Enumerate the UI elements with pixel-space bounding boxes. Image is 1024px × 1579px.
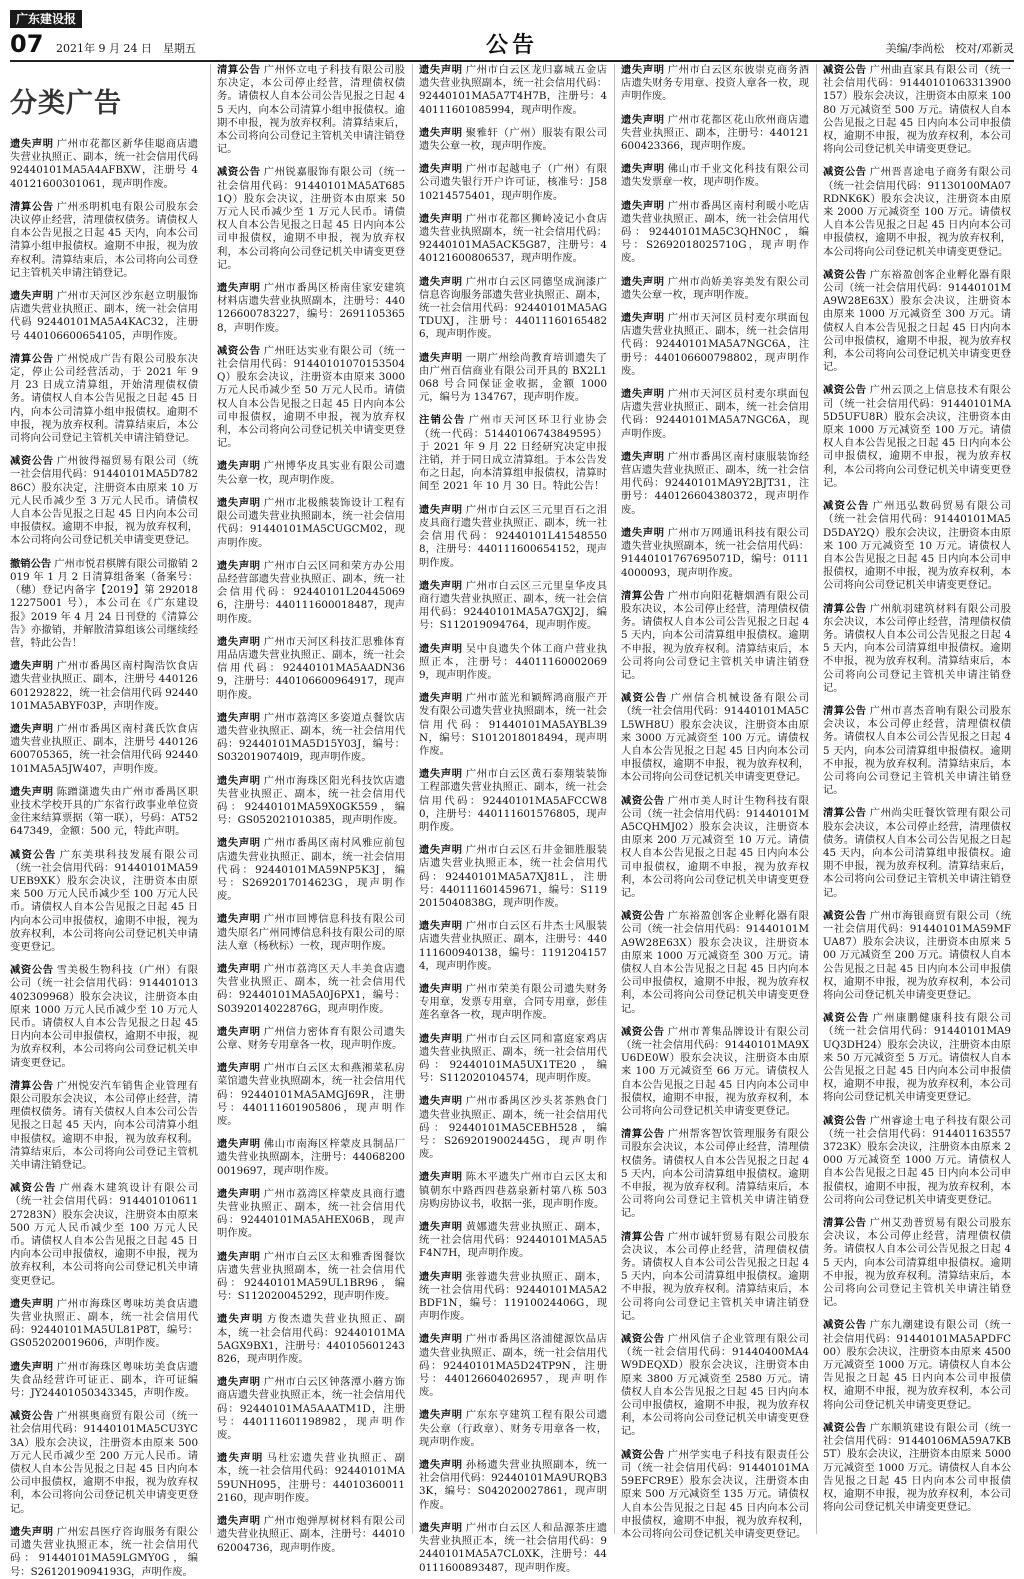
notice-item: [419, 1409, 607, 1449]
notice-text: 广东美琪科技发展有限公司（统一社会信用代码：91440101MA59UEB9XK）股东会决议，注册资本由原来 500 万元人民币减少至 100 万元人民币。请债权人自本公告见报之日起 45 日内向本公司申报债权，逾期不申报，视为放弃权利，本公司将向公司登记机关申请变更登记。: [10, 848, 199, 953]
notice-type: 清算公告: [823, 704, 867, 717]
notice-type: 遗失声明: [217, 1187, 261, 1200]
notice-text: 广州市番禺区洛浦健源饮品店遗失营业执照正、副本，统一社会信用代码：92440101MA5D24TP9N，注册号：440126604026957，现声明作废。: [419, 1333, 608, 1399]
notice-text: 一期广州绘尚教育培训遗失了由广州百信商业有限公司开具的 BX2L1068 号合同保证金收据，金额 1000 元，编号为 134767，现声明作废。: [419, 351, 608, 404]
notice-type: 遗失声明: [419, 1459, 463, 1472]
notice-text: 广东裕盈创客企业孵化器有限公司（统一社会信用代码：91440101MA9W28E63X）股东会决议，注册资本由原来 1000 万元减资至 300 万元。请债权人自本公告见报之日起 45 日内向本公司申报债权，逾期不申报，视为放弃权利，本公司将向公司登记机关申请变更登记。: [621, 910, 810, 1015]
notice-text: 广州市天河区员村麦尔琪面包店遗失营业执照正、副本，统一社会信用代码：92440101MA5A7NGC6A，注册号：440106600798802，现声明作废。: [621, 312, 810, 377]
notice-text: 广州市花都区新华佳聪商店遗失营业执照正、副本，统一社会信用代码 92440101MA5A4AFBXW，注册号 440121600301061，现声明作废。: [10, 138, 199, 190]
notice-text: 广州市万网通讯科技有限公司遗失营业执照副本，统一社会信用代码：9144010176769507​1D，编号：01114000093，现声明作废。: [621, 526, 810, 579]
notice-type: 清算公告: [621, 589, 665, 602]
notice-item: [419, 1171, 607, 1211]
notice-item: [217, 712, 405, 765]
notice-type: 遗失声明: [419, 1171, 463, 1184]
notice-type: 遗失声明: [10, 290, 54, 303]
notice-type: 遗失声明: [419, 503, 463, 516]
notice-item: [621, 910, 809, 1016]
notice-item: [10, 201, 198, 280]
notice-item: [419, 692, 607, 758]
notice-item: [10, 849, 198, 955]
notice-item: [217, 837, 405, 903]
notice-type: 清算公告: [823, 602, 867, 615]
notice-text: 陈木平遗失广州市白云区太和镇朝东中路西四巷荔泉新村第八栋 503 房购房协议书，收据一张，现声明作废。: [419, 1171, 608, 1210]
notice-text: 广东九潮建设有限公司（统一社会信用代码：91440101MA5APDFC00）股东会决议，注册资本由原来 4500 万元减资至 1000 万元。请债权人自本公告见报之日起 45 日内向本公司申报债权，逾期不申报，视为放弃权利，本公司将向公司登记机关申请变更登记。: [823, 1319, 1012, 1411]
notice-text: 陈蹭潇遗失由广州市番禺区职业技术学校开具的广东省行政事业单位资金往来结算票据（第一联），号码：AT52647349，金额：500 元，特此声明。: [10, 785, 199, 838]
notice-item: [823, 1422, 1011, 1514]
notice-type: 遗失声明: [217, 837, 261, 850]
notice-text: 广州旺达实业有限公司（统一社会信用代码：91440101070153504Q）股东会决议，注册资本由原来 3000 万元人民币减少至 50 万元人民币。请债权人自本公告见报之日起 45 日内向本公司申报债权，逾期不申报，视为放弃权利，本公司将向公司登记机关申请变更登记。: [217, 344, 406, 450]
editors-credit: 美编/李尚松 校对/邓新灵: [885, 42, 1014, 55]
notice-item: [217, 1026, 405, 1052]
notice-text: 广州市白云区东彼崇克商务酒店遗失财务专用章、投资人章各一枚，现声明作废。: [621, 64, 810, 103]
notice-type: 清算公告: [823, 1217, 867, 1230]
notice-item: [10, 1182, 198, 1288]
notice-text: 雪美极生物科技（广州）有限公司（统一社会信用代码：914401013402309968）股东会决议，注册资本由原来 1000 万元人民币减少至 10 万元人民币。请债权人自本公告见报之日起 45 日内向本公司申报债权，逾期不申报，视为放弃权利，本公司将向公司登记机关申请变更登记。: [10, 964, 199, 1069]
notice-text: 佛山市千业文化科技有限公司遗失发票章一枚，现声明作废。: [621, 163, 810, 189]
notice-item: [10, 558, 198, 650]
notice-text: 广州市海珠区阳光科技饮店遗失营业执照正、副本，统一社会信用代码：92440101MA59X0GK559，编号：GS052021010385，现声明作废。: [217, 774, 406, 827]
notice-item: [217, 1062, 405, 1128]
notice-item: [621, 795, 809, 901]
notice-type: 遗失声明: [10, 1297, 54, 1310]
notice-text: 广州市北极熊装饰设计工程有限公司遗失营业执照副本，统一社会信用代码：91440101MA5CUGCM02，现声明作废。: [217, 496, 406, 549]
notice-text: 广州市荔湾区梓蒙皮具商行遗失营业执照正、副本，统一社会信用代码：92440101MA5AHEX06B，现声明作废。: [217, 1187, 406, 1240]
notice-type: 遗失声明: [419, 275, 463, 288]
notice-item: [10, 723, 198, 776]
notice-text: 广州市喜杰音响有限公司股东会决议，本公司停止经营，清理债权债务。请债权人自本公司公告见报之日起 45 天内，向本公司清算组申报债权。逾期不申报，视为放弃权利。清算结束后，本公司将向公司登记主管机关申请注销登记。: [823, 704, 1012, 797]
notice-item: [419, 844, 607, 910]
notice-item: [621, 451, 809, 517]
notice-item: [621, 1026, 809, 1118]
notice-type: 清算公告: [621, 1230, 665, 1243]
notice-item: [419, 276, 607, 342]
notice-item: [419, 768, 607, 834]
notice-text: 孙杨遗失营业执照副本，统一社会信用代码：92440101MA9URQB33K，编号：S042020027861，现声明作废。: [419, 1459, 608, 1511]
notice-item: [621, 64, 809, 104]
notice-item: [10, 1410, 198, 1516]
notice-item: [10, 455, 198, 547]
notice-text: 广州市番禺区南村陶浩饮食店遗失营业执照正、副本，注册号 440126601292822，统一社会信用代码 92440101MA5ABYF03P，声明作废。: [10, 660, 199, 712]
notice-item: [217, 1376, 405, 1442]
notice-type: 减资公告: [823, 384, 867, 397]
paper-name: 广东建设报: [10, 10, 82, 28]
notice-item: [419, 580, 607, 633]
notice-text: 广州市白云区黄石泰翔装装饰工程部遗失营业执照正、副本，统一社会信用代码：92440101MA5AFCCW80，注册号：440111601576805，现声明作废。: [419, 768, 608, 833]
notice-item: [621, 163, 809, 189]
notice-item: [823, 64, 1011, 156]
notice-item: [419, 1033, 607, 1086]
notice-text: 广州市白云区龙归嘉城五金店遗失营业执照副本，统一社会信用代码：92440101MA5A7T4H7B，注册号：440111601085994，现声明作废。: [419, 64, 608, 116]
notice-item: [419, 1221, 607, 1261]
notice-item: [419, 504, 607, 570]
notice-type: 减资公告: [10, 455, 54, 468]
notice-text: 广州信合机械设备有限公司（统一社会信用代码：91440101MA5CL5WH8U）股东会决议，注册资本由原来 3000 万元减资至 100 万元。请债权人自本公告见报之日起 45 日内向本公司申报债权，逾期不申报，视为放弃权利，本公司将向公司登记机关申请变更登记。: [621, 692, 810, 784]
notice-item: [217, 775, 405, 828]
notice-item: [419, 414, 607, 493]
notice-type: 遗失声明: [621, 113, 665, 126]
classified-ads-content: [10, 64, 1014, 1578]
notice-type: 遗失声明: [217, 913, 261, 926]
notice-item: [217, 497, 405, 550]
notice-text: 广州市白云区同和荣方办公用品经营部遗失营业执照正、副本，统一社会信用代码：92440101L204450696，注册号：440111600018487，现声明作废。: [217, 559, 406, 625]
notice-text: 广州市花都区狮岭凌记小食店遗失营业执照副本，统一社会信用代码：92440101MA5ACK5G87，注册号：440121600806537，现声明作废。: [419, 212, 608, 265]
notice-type: 减资公告: [10, 964, 54, 977]
notice-item: [217, 282, 405, 335]
notice-text: 广州博华皮具实业有限公司遗失公章一枚，现声明作废。: [217, 460, 406, 486]
notice-type: 遗失声明: [419, 1409, 463, 1422]
notice-text: 马杜宏遗失营业执照正、副本，统一社会信用代码：92440101MA59UNH095，注册号：440103600112160，现声明作废。: [217, 1452, 406, 1504]
notice-type: 遗失声明: [217, 635, 261, 648]
notice-item: [10, 660, 198, 713]
notice-type: 遗失声明: [621, 64, 665, 76]
notice-text: 广州尚尖旺餐饮管理有限公司股东会决议，本公司停止经营，清理债权债务。请债权人自本公司公告见报之日起 45 天内，向本公司清算组申报债权。逾期不申报，视为放弃权利。清算结束后，本公司将向公司登记主管机关申请注销登记。: [823, 807, 1012, 899]
notice-text: 广州市天河区环卫行业协会（统一代码：51440106743849595）于 2021 年 9 月 22 日经研究决定申报注销，并于同日成立清算组。于本公告发布之日起，向本清算组申报债权，清算时间至 2021 年 10 月 30 日。特此公告！: [419, 414, 608, 493]
notice-text: 广州市海珠区粤味坊美食店遗失食品经营许可证正、副本，许可证编号：JY24401050343345，声明作废。: [10, 1360, 199, 1400]
notice-type: 遗失声明: [217, 1138, 261, 1151]
notice-item: [10, 1526, 198, 1579]
notice-text: 广州市白云区三元里皇华皮具商行遗失营业执照正、副本，统一社会信用代码：92440101MA5A7GXJ2J，编号：S112019094764，现声明作废。: [419, 579, 608, 632]
notice-type: 遗失声明: [621, 450, 665, 463]
notice-type: 遗失声明: [419, 982, 463, 995]
notice-type: 清算公告: [621, 1128, 665, 1141]
notice-item: [217, 963, 405, 1016]
notice-text: 广州市炮弹厚树材料有限公司遗失营业执照正、副本，注册号：440106200473​6，现声明作废。: [217, 1515, 406, 1554]
notice-text: 佛山市南海区梓蒙皮具制品厂遗失营业执照副本，注册号：440682000019697，现声明作废。: [217, 1138, 406, 1177]
notice-type: 遗失声明: [419, 579, 463, 592]
notice-text: 广州风信子企业管理有限公司（统一社会信用代码：91440400MA4W9DEQXD）股东会决议，注册资本由原来 3800 万元减资至 2580 万元。请债权人自本公告见报之日起 45 日内向本公司申报债权，逾期不申报，视为放弃权利，本公司将向公司登记机关申请变更登记。: [621, 1333, 810, 1438]
notice-text: 广东裕盈创客企业孵化器有限公司（统一社会信用代码：91440101MA9W28E63X）股东会决议，注册资本由原来 1000 万元减资至 300 万元。请债权人自本公告见报之日起 45 日内向本公司申报债权，逾期不申报，视为放弃权利，本公司将向公司登记机关申请变更登记。: [823, 268, 1012, 374]
notice-type: 减资公告: [621, 1448, 665, 1461]
notice-item: [621, 692, 809, 784]
notice-type: 遗失声明: [419, 1032, 463, 1045]
notice-type: 减资公告: [823, 500, 870, 513]
notice-type: 遗失声明: [419, 1095, 463, 1108]
notice-type: 减资公告: [621, 692, 668, 705]
notice-item: [10, 964, 198, 1070]
notice-text: 吴中良遗失个体工商户营业执照正本，注册号：440111600020699，现声明作废。: [419, 642, 608, 681]
notice-item: [419, 1271, 607, 1324]
notice-type: 遗失声明: [217, 774, 261, 787]
notice-type: 清算公告: [217, 64, 261, 76]
notice-item: [823, 1319, 1011, 1411]
notice-item: [419, 213, 607, 266]
notice-item: [419, 1333, 607, 1399]
notice-text: 广州市海珠区粤味坊美食店遗失营业执照正、副本，统一社会信用代码：92440101MA5UL81P8T，编号：GS052020019606，声明作废。: [10, 1297, 199, 1350]
notice-type: 遗失声明: [419, 768, 463, 781]
notice-item: [217, 345, 405, 451]
notice-type: 遗失声明: [621, 163, 665, 176]
notice-text: 广州市白云区石井金钿胜服装店遗失营业执照正本，统一社会信用代码：92440101MA5A7XJ81L，注册号：440111601459671，编号：S1192015040838G，现声明作废。: [419, 844, 608, 909]
notice-item: [419, 643, 607, 683]
notice-item: [419, 1095, 607, 1161]
notice-type: 减资公告: [823, 1012, 870, 1025]
notice-type: 遗失声明: [217, 1515, 261, 1528]
notice-type: 遗失声明: [621, 388, 665, 401]
notice-type: 撤销公告: [10, 557, 52, 570]
notice-type: 遗失声明: [419, 212, 463, 225]
notice-item: [419, 920, 607, 973]
notice-item: [621, 1128, 809, 1220]
notice-item: [217, 1452, 405, 1505]
ad-column-1: [10, 64, 204, 1578]
notice-type: 遗失声明: [217, 1025, 261, 1038]
notice-text: 广州彼得福贸易有限公司（统一社会信用代码：91440101MA5D78286C）股东决定，注册资本由原来 10 万元人民币减少至 3 万元人民币。请债权人自本公告见报之日起 45 日内向本公司申报债权。逾期不申报，视为放弃权利，本公司将向公司登记机关申请变更登记。: [10, 455, 199, 547]
notice-item: [823, 910, 1011, 1002]
notice-text: 广州康鹏健康科技有限公司（统一社会信用代码：91440101MA9UQ3DH24）股东会决议，注册资本由原来 50 万元减资至 5 万元。请债权人自本公告见报之日起 45 日内向本公司申报债权，逾期不申报，视为放弃权利，本公司将向公司登记机关申请变更登记。: [823, 1012, 1012, 1104]
notice-text: 张蓉遗失营业执照正、副本，统一社会信用代码：92440101MA5A2BDF1N，编号：11910024406G，现声明作废。: [419, 1270, 608, 1323]
notice-text: 广州云顶之上信息技术有限公司（统一社会信用代码：91440101MA5D5UFU8R）股东会决议，注册资本由原来 1000 万元减资至 100 万元。请债权人自本公告见报之日起 45 日内向本公司申报债权，逾期不申报，视为放弃权利，本公司将向公司登记机关申请变更登记。: [823, 384, 1012, 489]
notice-type: 遗失声明: [621, 312, 665, 325]
notice-item: [217, 64, 405, 156]
notice-type: 遗失声明: [217, 711, 261, 724]
notice-text: 广州艾劲普贸易有限公司股东会决议，本公司停止经营，清理债权债务。请债权人自本公司公告见报之日起 45 天内，向本公司清算组申报债权。逾期不申报，视为放弃权利。清算结束后，本公司将向公司登记主管机关申请注销登记。: [823, 1217, 1012, 1309]
notice-type: 减资公告: [10, 1182, 57, 1195]
notice-text: 广州市白云区人和品源茶庄遗失营业执照正本，统一社会信用代码：92440101MA5A7CL0XK，注册号：440111600893487，现声明作废。: [419, 1521, 608, 1574]
notice-type: 清算公告: [823, 807, 867, 820]
notice-type: 减资公告: [823, 1114, 867, 1127]
notice-text: 广州航羽建筑材料有限公司股东会决议，本公司停止经营，清理债权债务。请债权人自本公司公告见报之日起 45 天内，向本公司清算组申报债权。逾期不申报，视为放弃权利。清算结束后，本公司将向公司登记主管机关申请注销登记。: [823, 602, 1012, 694]
notice-text: 广东东亨建筑工程有限公司遗失公章（行政章）、财务专用章各一枚，现声明作废。: [419, 1409, 608, 1448]
notice-text: 广州市诚轩贸易有限公司股东会决议，本公司停止经营，清理债权债务。请债权人自本公司公告见报之日起 45 天内，向本公司清算组申报债权。逾期不申报，视为放弃权利。清算结束后，本公司将向公司登记主管机关申请注销登记。: [621, 1230, 810, 1322]
notice-item: [217, 1313, 405, 1366]
ad-column-5: [816, 64, 1011, 1534]
notice-item: [823, 807, 1011, 899]
notice-item: [419, 1459, 607, 1512]
notice-type: 减资公告: [217, 166, 261, 179]
notice-item: [621, 1449, 809, 1541]
notice-item: [823, 269, 1011, 375]
notice-text: 广州学实电子科技有限责任公司（统一社会信用代码：91440101MA59EFCR9E）股东会决议，注册资本由原来 500 万元减资至 135 万元。请债权人自本公告见报之日起 45 日内向本公司申报债权，逾期不申报，视为放弃权利，本公司将向公司登记机关申请变更登记。: [621, 1448, 810, 1540]
notice-text: 广州祺奥商贸有限公司（统一社会信用代码：91440101MA5CU3YC3A）股东会决议，注册资本由原来 500 万元人民币减少至 200 万元人民币。请债权人自本公告见报之日起 45 日内向本公司申报债权，逾期不申报，视为放弃权利，本公司将向公司登记机关申请变更登记。: [10, 1410, 199, 1515]
notice-text: 广州悦成广告有限公司股东决定，停止公司经营活动，于 2021 年 9 月 23 日成立清算组，开始清理债权债务。请债权人自本公告见报之日起 45 日内，向本公司清算小组申报债权。逾期不申报，视为放弃权利。清算结束后，本公司将向公司登记主管机关申请注销登记。: [10, 352, 199, 445]
notice-type: 减资公告: [621, 1025, 665, 1038]
notice-type: 减资公告: [823, 64, 867, 76]
notice-text: 广州怀立电子科技有限公司股东决定，本公司停止经营，清理债权债务。请债权人自本公司公告见报之日起 45 天内，向本公司清算小组申报债权。逾期不申报，视为放弃权利。清算结束后，本公司将向公司登记主管机关申请注销登记。: [217, 64, 406, 156]
ad-column-2: [210, 64, 406, 1554]
notice-text: 广州市白云区同德坚成涧漆广信息咨询服务部遗失营业执照正、副本，统一社会信用代码：92440101MA5AGTDUXJ，注册号：440111601654826，现声明作废。: [419, 275, 608, 341]
ad-column-3: [412, 64, 608, 1574]
notice-text: 聚雅轩（广州）服装有限公司遗失公章一枚，现声明作废。: [419, 126, 608, 153]
notice-type: 遗失声明: [419, 692, 463, 705]
notice-type: 遗失声明: [217, 1452, 264, 1465]
notice-text: 广州森木建筑设计有限公司（统一社会信用代码：91440101061127283N）股东会决议，注册资本由原来 500 万元人民币减少至 100 万元人民币。请债权人自本公告见报之日起 45 日内向本公司申报债权，逾期不申报，视为放弃权利，本公司将向公司登记机关申请变更登记。: [10, 1182, 199, 1287]
notice-text: 广州市番禺区南村风雅应前包店遗失营业执照正、副本，统一社会信用代码：92440101MA59NP5K3J，编号：S2692017014623G，现声明作废。: [217, 837, 406, 903]
notice-type: 遗失声明: [419, 920, 463, 933]
notice-text: 广州市番禺区南村利暖小吃店遗失营业执照正、副本，统一社会信用代码：92440101MA5C3QHN0C，编号：S2692018025710G，现声明作废。: [621, 199, 810, 265]
notice-type: 遗失声明: [419, 64, 463, 76]
notice-type: 遗失声明: [419, 163, 463, 176]
notice-text: 广州丞明机电有限公司股东会决议停止经营，清理债权债务。请债权人自本公告见报之日起 45 天内，向本公司清算小组申报债权。逾期不申报，视为放弃权利。清算结束后，本公司将向公司登记主管机关申请注销登记。: [10, 200, 199, 279]
notice-text: 广州帮客智饮管理服务有限公司股东会决议，本公司停止经营，清理债权债务。请债权人自本公告见报之日起 45 天内，向本公司清算组申报债权。逾期不申报，视为放弃权利。清算结束后，本公司将向公司登记主管机关申请注销登记。: [621, 1128, 810, 1220]
ad-column-4: [614, 64, 810, 1540]
notice-item: [823, 384, 1011, 490]
notice-item: [823, 1115, 1011, 1207]
notice-item: [621, 276, 809, 302]
notice-type: 遗失声明: [419, 126, 463, 139]
notice-text: 广州市白云区太和燕湘菜私房菜馆遗失营业执照副本，统一社会信用代码：92440101MA5AMGJ69R，注册号：440111601905806，现声明作废。: [217, 1062, 406, 1128]
notice-type: 遗失声明: [217, 1313, 264, 1326]
notice-text: 广州市荔湾区多姿道点餐饮店遗失营业执照正、副本，统一社会信用代码：92440101MA5D15Y03J，编号：S0320190740l9，现声明作废。: [217, 711, 406, 764]
notice-text: 广州市天河区沙东赵立明服饰店遗失营业执照正、副本，统一社会信用代码 92440101MA5A4KAC32，注册号 440106600654105，声明作废。: [10, 290, 199, 342]
notice-text: 广东顺筑建设有限公司（统一社会信用代码：91440106MA59A7KB5T）股东会决议，注册资本由原来 5000 万元减资至 1000 万元。请债权人自本公告见报之日起 45 日内向本公司申报债权，逾期不申报，视为放弃权利，本公司将向公司登记机关申请变更登记。: [823, 1421, 1012, 1514]
notice-item: [823, 1012, 1011, 1104]
notice-text: 广州信力密体育有限公司遗失公章、财务专用章各一枚，现声明作废。: [217, 1025, 406, 1051]
notice-item: [823, 500, 1011, 592]
notice-type: 遗失声明: [217, 1376, 261, 1389]
notice-type: 减资公告: [823, 1421, 867, 1434]
notice-item: [217, 1251, 405, 1304]
notice-item: [823, 603, 1011, 695]
notice-text: 广州市白云区同和富庭家鸡店遗失营业执照正、副本，统一社会信用代码：92440101MA5UX1TE20，编号：S112020104574，现声明作废。: [419, 1032, 608, 1085]
notice-text: 广州市向阳花糖烟酒有限公司股东决议，本公司停止经营，清理债权债务。请债权人自本公司公告见报之日起 45 天内，向本公司清算组申报债权。逾期不申报，视为放弃权利。清算结束后，本公司将向公司登记主管机关申请注销登记。: [621, 589, 810, 681]
notice-item: [621, 388, 809, 441]
notice-item: [217, 913, 405, 953]
notice-type: 遗失声明: [419, 351, 463, 364]
notice-type: 遗失声明: [419, 642, 463, 655]
notice-type: 减资公告: [10, 1410, 54, 1423]
notice-text: 广州悦安汽车销售企业管理有限公司股东会决议，本公司停止经营，清理债权债务。请有关债权人自本公司公告见报之日起 45 天内，向本公司清算小组申报债权。逾期不申报，视为放弃权利。清算结束后，本公司将向公司登记主管机关申请注销登记。: [10, 1079, 199, 1172]
notice-text: 广州市番禺区南村龚氏饮食店遗失营业执照正、副本，注册号 440126600705365，统一社会信用代码 92440101MA5A5JW407，声明作废。: [10, 722, 199, 775]
notice-type: 遗失声明: [217, 1062, 261, 1075]
notice-text: 方俊杰遗失营业执照正、副本，统一社会信用代码：92440101MA5AGX9BX1，注册号：440105601243826，现声明作废。: [217, 1313, 406, 1366]
masthead: [10, 8, 1014, 62]
notice-type: 遗失声明: [419, 1221, 463, 1234]
notice-item: [621, 1231, 809, 1323]
notice-type: 遗失声明: [217, 496, 261, 509]
notice-text: 广州市美人时计生物科技有限公司（统一社会信用代码：91440101MA5CQHMJ02）股东会决议，注册资本由原来 200 万元减资至 10 万元。请债权人自本公告见报之日起 45 日内向本公司申报债权，逾期不申报，视为放弃权利，本公司将向公司登记机关申请变更登记。: [621, 794, 810, 899]
notice-type: 遗失声明: [217, 559, 261, 572]
notice-text: 广州市白云区三元里百石之泪皮具商行遗失营业执照正、副本，统一社会信用代码：92440101L415485508，注册号：440111600654152，现声明作废。: [419, 503, 608, 569]
notice-type: 遗失声明: [621, 275, 665, 288]
notice-item: [217, 560, 405, 626]
notice-type: 减资公告: [823, 909, 867, 922]
notice-text: 广州迅弘数码贸易有限公司（统一社会信用代码：91440101MA5D5DAY2Q）股东会决议，注册资本由原来 100 万元减资至 10 万元。请债权人自本公告见报之日起 45 日内向本公司申报债权，逾期不申报，视为放弃权利，本公司将向公司登记机关申请变更登记。: [823, 500, 1012, 592]
notice-item: [419, 983, 607, 1023]
notice-text: 广州市花都区花山欣州商店遗失营业执照正、副本，注册号：440121600423366，现声明作废。: [621, 113, 810, 153]
notice-item: [217, 1138, 405, 1178]
notice-type: 遗失声明: [10, 660, 54, 673]
notice-type: 遗失声明: [217, 282, 261, 295]
notice-item: [10, 1080, 198, 1172]
notice-type: 遗失声明: [10, 722, 54, 735]
notice-item: [217, 460, 405, 486]
notice-text: 广州市天河区员村麦尔琪面包店遗失营业执照正、副本，统一社会信用代码：92440101MA5A7NGC6A，现声明作废。: [621, 388, 810, 440]
notice-text: 广州市菁集品牌设计有限公司（统一社会信用代码：91440101MA9XU6DE0W）股东会决议，注册资本由原来 100 万元减资至 66 万元。请债权人自本公告见报之日起 45 日内向本公司申报债权，逾期不申报，视为放弃权利，本公司将向公司登记机关申请变更登记。: [621, 1025, 810, 1118]
notice-text: 广州市海银商贸有限公司（统一社会信用代码：91440101MA59MFUA87）股东会决议，注册资本由原来 500 万元减资至 200 万元。请债权人自本公告见报之日起 45 日内向本公司申报债权，逾期不申报，视为放弃权利，本公司将向公司登记机关申请变更登记。: [823, 909, 1012, 1001]
notice-type: 减资公告: [823, 268, 867, 281]
notice-item: [217, 1515, 405, 1555]
notice-text: 广州宏昌医疗咨询服务有限公司遗失营业执照正本，统一社会信用代码：91440101MA59LGMY0G，编号：S2612019094193G，声明作废。: [10, 1525, 199, 1578]
notice-type: 减资公告: [823, 1319, 867, 1332]
notice-item: [823, 1217, 1011, 1309]
notice-item: [10, 138, 198, 191]
notice-type: 遗失声明: [217, 460, 261, 473]
notice-text: 广州市番禺区南村康服装饰经营店遗失营业执照正、副本，统一社会信用代码：92440101MA9Y2BJT31，注册号：440126604380372，现声明作废。: [621, 450, 810, 516]
notice-type: 遗失声明: [10, 1525, 54, 1538]
notice-item: [823, 166, 1011, 258]
notice-item: [217, 636, 405, 702]
notice-item: [419, 163, 607, 203]
notice-item: [621, 114, 809, 154]
notice-type: 减资公告: [823, 166, 867, 179]
notice-type: 减资公告: [621, 1333, 665, 1346]
notice-text: 广州市天河区科技汇思雅体育用品店遗失营业执照正、副本，统一社会信用代码：92440101MA5AADN369，注册号：440106600964917，现声明作废。: [217, 635, 406, 701]
notice-item: [621, 590, 809, 682]
notice-item: [823, 705, 1011, 797]
notice-type: 遗失声明: [419, 1521, 463, 1534]
notice-type: 遗失声明: [419, 1270, 463, 1283]
notice-item: [10, 786, 198, 839]
notice-text: 广州市番禺区桥南佳家安建筑材料店遗失营业执照副本，注册号：440126600783227，编号：26911053658，声明作废。: [217, 282, 406, 334]
notice-item: [419, 1522, 607, 1575]
notice-text: 广州晋喜途电子商务有限公司（统一社会信用代码：91130100MA07RDNK6K）股东会决议，注册资本由原来 2000 万元减资至 100 万元。请债权人自本公告见报之日起 45 日内向本公司申报债权，逾期不申报，视为放弃权利，本公司将向公司登记机关申请变更登记。: [823, 166, 1012, 258]
notice-item: [217, 166, 405, 272]
page-number: 07: [10, 30, 44, 58]
notice-type: 注销公告: [419, 414, 466, 427]
notice-item: [621, 527, 809, 580]
notice-text: 广州市荣美有限公司遗失财务专用章，发票专用章，合同专用章，彭佳莲名章各一枚，现声明作废。: [419, 982, 608, 1022]
notice-type: 减资公告: [621, 794, 665, 807]
notice-type: 减资公告: [621, 910, 665, 923]
notice-item: [419, 64, 607, 117]
notice-type: 遗失声明: [419, 1333, 463, 1346]
notice-item: [10, 353, 198, 445]
notice-item: [419, 127, 607, 153]
notice-text: 广州市起越电子（广州）有限公司遗失银行开户许可证，核准号：J5810214575401，现声明作废。: [419, 163, 608, 202]
notice-item: [10, 290, 198, 343]
notice-type: 遗失声明: [217, 1250, 261, 1263]
section-title: 公告: [485, 33, 538, 58]
notice-text: 广州锐嘉服饰有限公司（统一社会信用代码：91440101MA5AT6851Q）股东会决议，注册资本由原来 50 万元人民币减少至 1 万元人民币。请债权人自本公告见报之日起 45 日内向本公司申报债权，逾期不申报，视为放弃权利，本公司将向公司登记机关申请变更登记。: [217, 166, 406, 271]
notice-text: 广州睿途士电子科技有限公司（统一社会信用代码：9144011635573723​K）股东会决议，注册资本由原来 2000 万元减资至 1000 万元。请债权人自本公告见报之日起 45 日内向本公司申报债权，逾期不申报，视为放弃权利，本公司将向公司登记机关申请变更登记。: [823, 1114, 1012, 1206]
notice-text: 广州市荔湾区天人丰美食店遗失营业执照正、副本，统一社会信用代码：92440101MA5A0J6PX1，编号：S0392014022876G，现声明作废。: [217, 962, 406, 1015]
notice-text: 广州市白云区钟落潭小蘑方饰商店遗失营业执照正本，统一社会信用代码：92440101MA5AAATM1D，注册号：440111601198982，现声明作废。: [217, 1376, 406, 1442]
notice-type: 遗失声明: [217, 962, 261, 975]
notice-item: [621, 200, 809, 266]
notice-text: 广州市悦君棋牌有限公司撤销 2019 年 1 月 2 日清算组备案（备案号：（穗）登记内备字【2019】第 29201812275001 号），本公司在《广东建设报》2019 年 4 月 24 日刊登的《清算公告》亦撤销，并解散清算组该公司继续经营，特此公告！: [10, 557, 198, 649]
notice-item: [217, 1188, 405, 1241]
notice-type: 清算公告: [10, 200, 54, 213]
notice-type: 遗失声明: [419, 844, 463, 857]
notice-type: 遗失声明: [621, 199, 665, 212]
notice-type: 遗失声明: [621, 526, 665, 539]
notice-item: [10, 1361, 198, 1401]
notice-type: 减资公告: [217, 344, 261, 357]
notice-type: 减资公告: [10, 848, 57, 861]
notice-text: 广州曲直家具有限公司（统一社会信用代码：91440101063313900157）股东会决议，注册资本由原来 10080 万元减资至 500 万元。请债权人自本公告见报之日起 45 日内向本公司申报债权，逾期不申报，视为放弃权利，本公司将向公司登记机关申请变更登记。: [823, 64, 1012, 156]
notice-text: 黄娜遗失营业执照正、副本，统一社会信用代码：92440101MA5A5F4N7H，现声明作废。: [419, 1221, 608, 1260]
classified-ads-title: 分类广告: [10, 88, 122, 119]
notice-item: [10, 1298, 198, 1351]
notice-text: 广州市番禺区沙头茗茶熟食门遗失营业执照正、副本，统一社会信用代码：92440101MA5CEBH528，编号：S2692019002445G，现声明作废。: [419, 1095, 608, 1161]
notice-text: 广州市回博信息科技有限公司遗失原名广州同博信息科技有限公司的原法人章（杨秋标）一枚，现声明作废。: [217, 913, 406, 952]
notice-item: [419, 352, 607, 405]
issue-date: 2021年 9 月 24 日 星期五: [56, 42, 196, 55]
notice-type: 遗失声明: [10, 138, 54, 150]
notice-text: 广州市尚娇美容美发有限公司遗失公章一枚，现声明作废。: [621, 275, 810, 301]
notice-text: 广州市白云区石井杰士风服装店遗失营业执照正、副本，注册号：440111600940138，编号：11912041574，现声明作废。: [419, 920, 608, 972]
notice-text: 广州市蓝光和颖辉鸿商服产开发有限公司遗失营业执照副本，统一社会信用代码：91440101MA5AYBL39N，编号：S1012018018494，现声明作废。: [419, 692, 608, 757]
notice-item: [621, 1333, 809, 1439]
notice-item: [621, 312, 809, 378]
notice-type: 清算公告: [10, 352, 54, 365]
notice-type: 遗失声明: [10, 785, 54, 798]
notice-text: 广州市白云区太和雅香图餐饮店遗失营业执照副本，统一社会信用代码：92440101MA59UL1BR96，编号：S112020045292，现声明作废。: [217, 1250, 406, 1303]
notice-type: 遗失声明: [10, 1360, 54, 1373]
notice-type: 清算公告: [10, 1079, 54, 1092]
